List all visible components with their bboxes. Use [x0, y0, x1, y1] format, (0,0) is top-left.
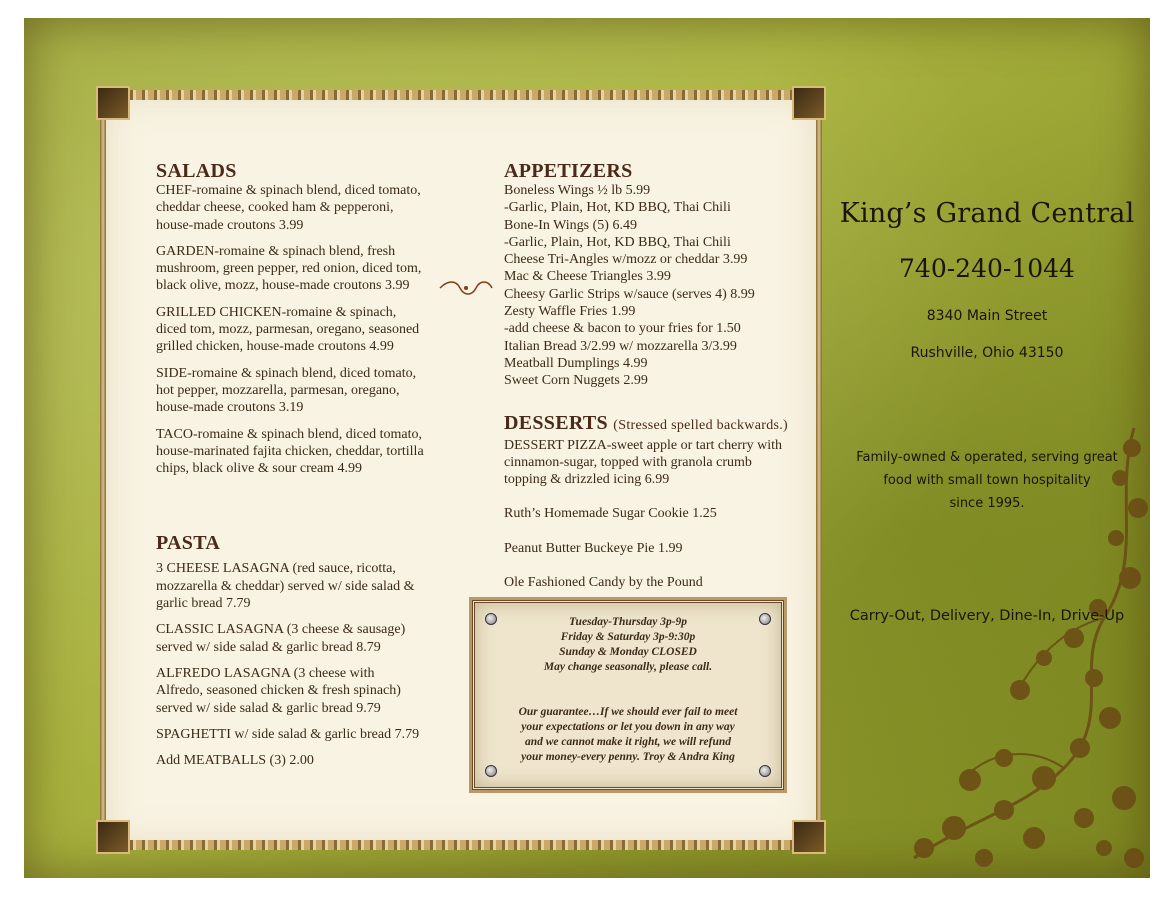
hours-line: May change seasonally, please call.	[543, 661, 713, 673]
guarantee-line: your expectations or let you down in any way	[521, 721, 735, 733]
item-line: SPAGHETTI w/ side salad & garlic bread 7.79	[156, 726, 420, 742]
item-line: house-made croutons 3.19	[156, 400, 304, 416]
list-item: Sweet Corn Nuggets 2.99	[504, 373, 648, 389]
menu-item-garden-salad	[156, 243, 456, 295]
item-line: ALFREDO LASAGNA (3 cheese with	[156, 665, 375, 681]
item-line: diced tom, mozz, parmesan, oregano, seasoned	[156, 322, 420, 338]
ornament-swirl-icon	[438, 280, 494, 296]
list-item: Boneless Wings ½ lb 5.99	[504, 183, 651, 198]
ornate-border-bottom	[100, 840, 822, 850]
ornate-border-left	[100, 90, 106, 850]
desserts-note: (Stressed spelled backwards.)	[613, 417, 789, 433]
salads-list	[156, 182, 456, 477]
list-item: -Garlic, Plain, Hot, KD BBQ, Thai Chili	[504, 234, 731, 250]
about-line: Family-owned & operated, serving great	[856, 450, 1118, 465]
item-line: garlic bread 7.79	[156, 596, 251, 612]
corner-ornament-icon	[792, 86, 826, 120]
menu-item-spaghetti	[156, 726, 456, 743]
appetizers-list	[504, 182, 814, 390]
desserts-heading	[504, 412, 814, 437]
hours-line: Sunday & Monday CLOSED	[559, 646, 697, 658]
business-info-panel	[824, 18, 1150, 878]
item-line: mushroom, green pepper, red onion, diced tom,	[156, 261, 422, 277]
menu-item-side-salad	[156, 365, 456, 417]
list-item: Bone-In Wings (5) 6.49	[504, 217, 637, 233]
list-item: -Garlic, Plain, Hot, KD BBQ, Thai Chili	[504, 200, 731, 216]
item-line: cheddar cheese, cooked ham & pepperoni,	[156, 200, 394, 216]
desserts-list	[504, 437, 814, 592]
corner-ornament-icon	[96, 86, 130, 120]
menu-item-classic-lasagna	[156, 621, 456, 656]
hours-line: Tuesday-Thursday 3p-9p	[568, 616, 688, 628]
item-line: CHEF-romaine & spinach blend, diced tomato,	[156, 183, 421, 198]
corner-ornament-icon	[792, 820, 826, 854]
item-line: cinnamon-sugar, topped with granola crumb	[504, 454, 752, 470]
menu-item-taco-salad	[156, 426, 456, 478]
menu-item-chef-salad	[156, 182, 456, 234]
list-item: Ole Fashioned Candy by the Pound	[504, 575, 703, 591]
item-line: Add MEATBALLS (3) 2.00	[156, 753, 314, 769]
item-line: TACO-romaine & spinach blend, diced tomato,	[156, 426, 422, 442]
corner-ornament-icon	[96, 820, 130, 854]
list-item: Meatball Dumplings 4.99	[504, 355, 648, 371]
item-line: GARDEN-romaine & spinach blend, fresh	[156, 243, 396, 259]
rivet-icon	[759, 765, 771, 777]
item-line: black olive, mozz, house-made croutons 3.99	[156, 278, 410, 294]
item-line: Alfredo, seasoned chicken & fresh spinach)	[156, 683, 401, 699]
item-line: served w/ side salad & garlic bread 8.79	[156, 639, 381, 655]
desserts-title: DESSERTS	[504, 411, 608, 434]
about-line: food with small town hospitality	[883, 473, 1091, 488]
item-line: hot pepper, mozzarella, parmesan, oregano,	[156, 382, 400, 398]
item-line: 3 CHEESE LASAGNA (red sauce, ricotta,	[156, 561, 396, 577]
menu-item-3-cheese-lasagna	[156, 560, 456, 612]
middle-column	[504, 160, 814, 608]
ornate-border-right	[816, 90, 822, 850]
item-line: house-made croutons 3.99	[156, 217, 304, 233]
guarantee-line: Our guarantee…If we should ever fail to meet	[518, 706, 738, 718]
list-item: Italian Bread 3/2.99 w/ mozzarella 3/3.99	[504, 338, 737, 354]
salads-heading: SALADS	[156, 160, 237, 182]
pasta-heading: PASTA	[156, 532, 221, 555]
menu-item-add-meatballs	[156, 752, 456, 769]
hours-plaque	[472, 600, 784, 790]
guarantee-line: and we cannot make it right, we will refund	[524, 736, 732, 748]
hours-line: Friday & Saturday 3p-9:30p	[560, 631, 696, 643]
list-item: Peanut Butter Buckeye Pie 1.99	[504, 540, 683, 556]
appetizers-heading: APPETIZERS	[504, 160, 633, 182]
item-line: SIDE-romaine & spinach blend, diced tomato,	[156, 365, 417, 381]
business-about	[844, 446, 1130, 515]
business-name: King’s Grand Central	[839, 198, 1135, 229]
rivet-icon	[759, 613, 771, 625]
rivet-icon	[485, 613, 497, 625]
item-line: GRILLED CHICKEN-romaine & spinach,	[156, 304, 397, 320]
item-line: DESSERT PIZZA-sweet apple or tart cherry with	[504, 437, 783, 453]
menu-item-grilled-chicken-salad	[156, 304, 456, 356]
item-line: grilled chicken, house-made croutons 4.99	[156, 339, 394, 355]
ornate-border-top	[100, 90, 822, 100]
business-city: Rushville, Ohio 43150	[910, 345, 1064, 361]
menu-sheet	[24, 18, 1150, 878]
pasta-list	[156, 560, 456, 769]
list-item: -add cheese & bacon to your fries for 1.50	[504, 321, 741, 337]
business-street: 8340 Main Street	[926, 308, 1048, 324]
opening-hours	[475, 615, 781, 675]
business-phone: 740-240-1044	[899, 254, 1075, 283]
item-line: served w/ side salad & garlic bread 9.79	[156, 700, 381, 716]
left-column	[156, 160, 456, 778]
item-line: house-marinated fajita chicken, cheddar, tortilla	[156, 443, 424, 459]
guarantee-text	[475, 705, 781, 765]
about-line: since 1995.	[949, 496, 1025, 511]
menu-item-dessert-pizza	[504, 437, 814, 489]
business-services: Carry-Out, Delivery, Dine-In, Drive-Up	[849, 608, 1125, 624]
list-item: Ruth’s Homemade Sugar Cookie 1.25	[504, 506, 717, 522]
list-item: Zesty Waffle Fries 1.99	[504, 304, 636, 320]
rivet-icon	[485, 765, 497, 777]
item-line: chips, black olive & sour cream 4.99	[156, 461, 363, 477]
list-item: Cheese Tri-Angles w/mozz or cheddar 3.99	[504, 252, 748, 268]
item-line: mozzarella & cheddar) served w/ side salad &	[156, 578, 415, 594]
menu-item-alfredo-lasagna	[156, 665, 456, 717]
menu-panel	[100, 90, 822, 850]
list-item: Mac & Cheese Triangles 3.99	[504, 269, 671, 285]
item-line: topping & drizzled icing 6.99	[504, 472, 670, 488]
item-line: CLASSIC LASAGNA (3 cheese & sausage)	[156, 622, 406, 638]
guarantee-line: your money-every penny. Troy & Andra King	[521, 751, 735, 763]
list-item: Cheesy Garlic Strips w/sauce (serves 4) 8.99	[504, 286, 755, 302]
